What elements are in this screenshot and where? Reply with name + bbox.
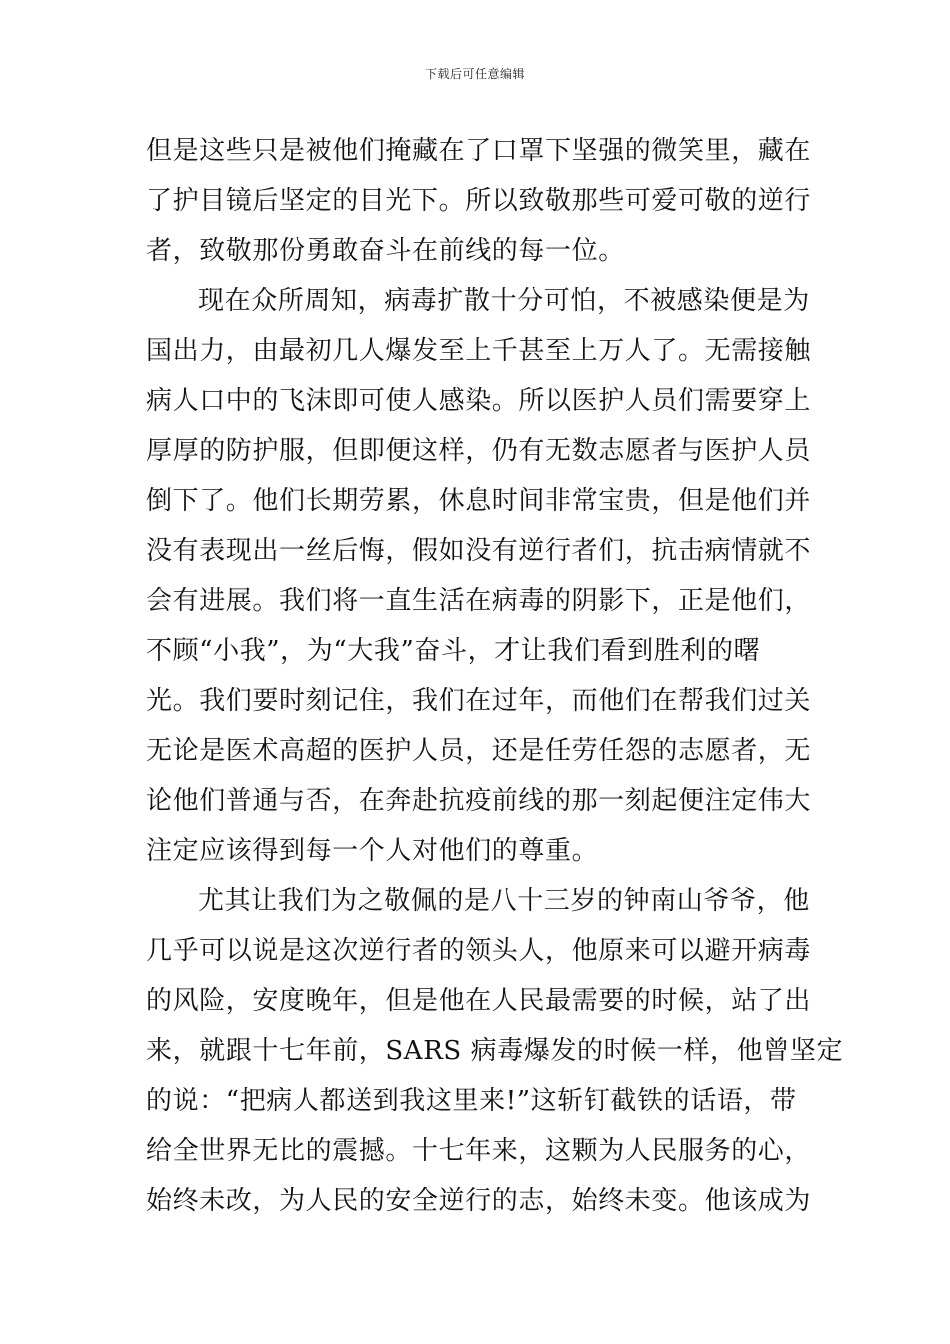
text-line: 论他们普通与否，在奔赴抗疫前线的那一刻起便注定伟大 — [146, 786, 812, 816]
text-line: 的说：“把病人都送到我这里来!”这斩钉截铁的话语，带 — [146, 1086, 797, 1116]
text-line: 没有表现出一丝后悔，假如没有逆行者们，抗击病情就不 — [146, 536, 812, 566]
text-line: 注定应该得到每一个人对他们的尊重。 — [146, 836, 599, 866]
text-line: 不顾“小我”，为“大我”奋斗，才让我们看到胜利的曙 — [146, 636, 761, 666]
text-line: 但是这些只是被他们掩藏在了口罩下坚强的微笑里，藏在 — [146, 136, 812, 166]
paragraph-start-line: 尤其让我们为之敬佩的是八十三岁的钟南山爷爷，他 — [198, 886, 810, 916]
text-line: 的风险，安度晚年，但是他在人民最需要的时候，站了出 — [146, 986, 812, 1016]
text-line: 病人口中的飞沫即可使人感染。所以医护人员们需要穿上 — [146, 386, 812, 416]
text-line: 无论是医术高超的医护人员，还是任劳任怨的志愿者，无 — [146, 736, 812, 766]
text-line: 倒下了。他们长期劳累，休息时间非常宝贵，但是他们并 — [146, 486, 812, 516]
text-line: 始终未改，为人民的安全逆行的志，始终未变。他该成为 — [146, 1186, 812, 1216]
text-line: 来，就跟十七年前，SARS 病毒爆发的时候一样，他曾坚定 — [146, 1036, 844, 1066]
text-line: 者，致敬那份勇敢奋斗在前线的每一位。 — [146, 236, 625, 266]
page-header: 下载后可任意编辑 — [424, 67, 525, 81]
text-line: 国出力，由最初几人爆发至上千甚至上万人了。无需接触 — [146, 336, 812, 366]
text-line: 给全世界无比的震撼。十七年来，这颗为人民服务的心， — [146, 1136, 812, 1166]
document-body — [146, 126, 844, 1226]
text-line: 光。我们要时刻记住，我们在过年，而他们在帮我们过关 — [146, 686, 812, 716]
text-line: 会有进展。我们将一直生活在病毒的阴影下，正是他们， — [146, 586, 812, 616]
text-line: 了护目镜后坚定的目光下。所以致敬那些可爱可敬的逆行 — [146, 186, 812, 216]
text-line: 厚厚的防护服，但即便这样，仍有无数志愿者与医护人员 — [146, 436, 812, 466]
text-line: 几乎可以说是这次逆行者的领头人，他原来可以避开病毒 — [146, 936, 812, 966]
paragraph-start-line: 现在众所周知，病毒扩散十分可怕，不被感染便是为 — [198, 286, 810, 316]
